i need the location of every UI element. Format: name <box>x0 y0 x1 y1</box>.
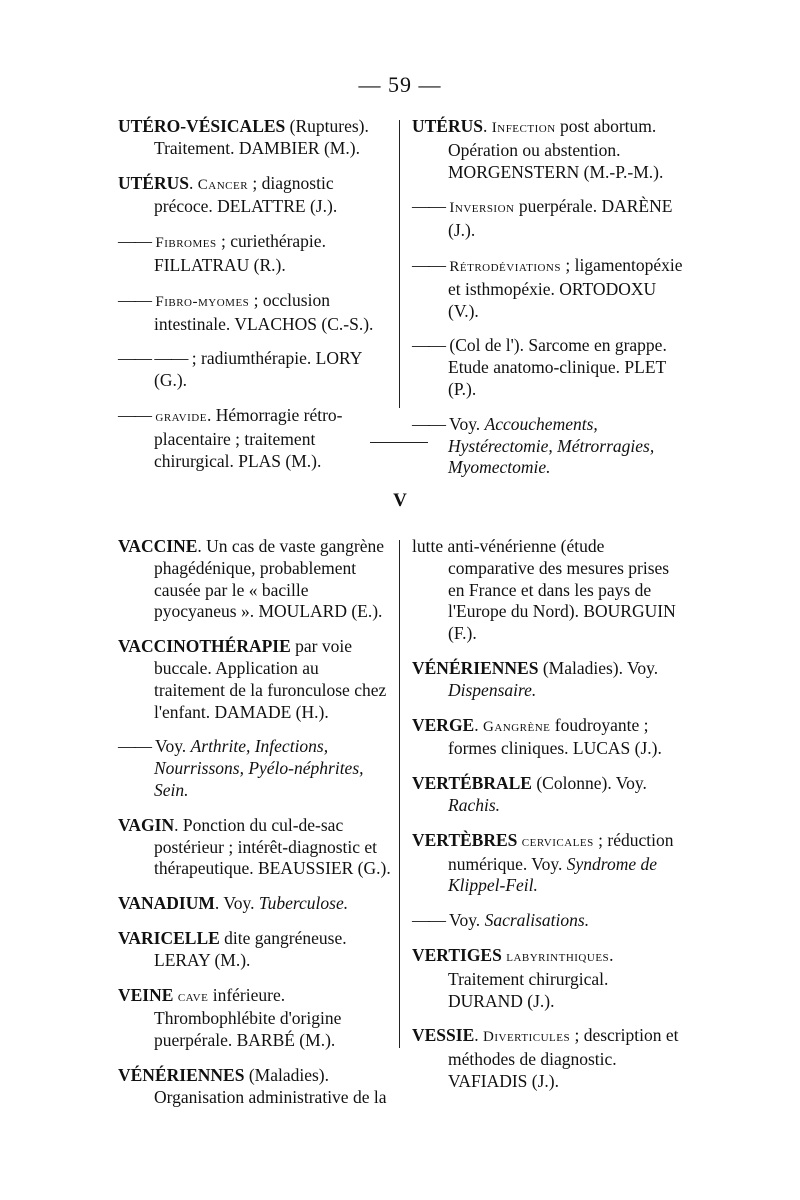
small-caps-term: Fibromes <box>155 235 217 252</box>
index-entry <box>412 414 684 479</box>
repeat-dash: —— <box>412 910 445 931</box>
small-caps-term: Infection <box>491 120 556 136</box>
small-caps-term: cervicales <box>521 833 594 850</box>
index-entry <box>412 910 684 932</box>
index-entry <box>412 715 684 761</box>
repeat-dash: —— <box>412 254 445 275</box>
repeat-dash: —— <box>118 736 151 757</box>
entry-text: post abortum. Opération ou abstention. MORGENSTERN (M.-P.-M.). <box>448 116 664 182</box>
headword: VERTÉBRALE <box>412 773 532 794</box>
index-entry <box>118 290 393 336</box>
small-caps-term: Diverticules <box>483 1029 571 1046</box>
headword: VÉNÉRIENNES <box>118 1064 245 1085</box>
entry-text: ; diagnostic précoce. DELATTRE (J.). <box>154 172 338 217</box>
headword: UTÉRO-VÉSICALES <box>118 116 286 136</box>
entry-text: foudroyante ; formes cliniques. LUCAS (J.). <box>448 714 662 759</box>
index-entry <box>118 405 393 472</box>
small-caps-term: Gangrène <box>482 718 551 735</box>
index-entry <box>412 196 684 242</box>
index-entry <box>118 928 393 972</box>
index-entry <box>118 116 393 160</box>
entry-text: . Voy. <box>214 893 259 914</box>
entry-text: (Ruptures). Traitement. DAMBIER (M.). <box>154 116 369 158</box>
column-top-right <box>412 116 684 492</box>
index-entry <box>412 255 684 322</box>
italic-reference: Dispensaire. <box>448 679 537 700</box>
small-caps-term: Cancer <box>197 176 249 193</box>
entry-text: . <box>189 172 198 193</box>
repeat-dash: —— —— <box>118 348 188 369</box>
headword: VAGIN <box>118 814 175 835</box>
headword: VERGE <box>412 714 475 735</box>
entry-text: . <box>483 116 492 136</box>
index-entry <box>118 536 393 623</box>
index-entry <box>412 830 684 897</box>
entry-text: (Colonne). Voy. <box>531 773 647 794</box>
small-caps-term: Fibro-myomes <box>155 293 250 310</box>
index-entry <box>118 815 393 880</box>
italic-reference: Accouchements, Hystérectomie, Métrorragies, Myomectomie. <box>448 413 655 478</box>
index-entry <box>118 231 393 277</box>
entry-text: (Maladies). Organisation administrative de la <box>154 1064 387 1107</box>
headword: UTÉRUS <box>412 116 483 136</box>
italic-reference: Sacralisations. <box>484 910 590 931</box>
index-entry <box>412 116 684 183</box>
entry-text: (Col de l'). Sarcome en grappe. Etude anatomo-clinique. PLET (P.). <box>445 335 667 399</box>
italic-reference: Arthrite, Infections, Nourrissons, Pyélo-néphrites, Sein. <box>154 736 364 800</box>
entry-text: par voie buccale. Application au traitement de la furonculose chez l'enfant. DAMADE (H.). <box>154 636 387 722</box>
entry-text: lutte anti-vénérienne (étude comparative des mesures prises en France et dans les pays de l'Europe du Nord). BOURGUIN (F.). <box>412 536 676 644</box>
index-entry <box>412 536 684 645</box>
entry-text: Voy. <box>151 736 191 757</box>
repeat-dash: —— <box>118 231 151 252</box>
headword: VESSIE <box>412 1025 475 1046</box>
entry-text: inférieure. Thrombophlébite d'origine puerpérale. BARBÉ (M.). <box>154 984 342 1051</box>
repeat-dash: —— <box>412 335 445 356</box>
column-bottom-right <box>412 536 684 1106</box>
entry-text: ; description et méthodes de diagnostic. VAFIADIS (J.). <box>448 1025 679 1091</box>
headword: VÉNÉRIENNES <box>412 657 539 678</box>
headword: VACCINE <box>118 536 198 556</box>
headword: VARICELLE <box>118 927 220 948</box>
index-entry <box>412 335 684 400</box>
index-entry <box>412 773 684 817</box>
small-caps-term: gravide <box>155 408 207 425</box>
column-divider-top <box>399 120 400 408</box>
small-caps-term: labyrinthiques <box>506 948 610 965</box>
section-letter: V <box>393 490 407 511</box>
index-entry <box>412 945 684 1012</box>
section-separator <box>370 442 428 443</box>
entry-text: . Ponction du cul-de-sac postérieur ; intérêt-diagnostic et thérapeutique. BEAUSSIER (G.). <box>154 814 391 879</box>
entry-text: dite gangréneuse. LERAY (M.). <box>154 927 347 970</box>
column-divider-bottom <box>399 540 400 1048</box>
entry-text: puerpérale. DARÈNE (J.). <box>448 196 673 241</box>
entry-text: . <box>474 714 483 735</box>
repeat-dash: —— <box>118 289 151 310</box>
column-bottom-left <box>118 536 393 1122</box>
index-entry <box>118 985 393 1052</box>
entry-text: Voy. <box>445 910 485 931</box>
entry-text: ; curiethérapie. FILLATRAU (R.). <box>154 231 326 275</box>
index-entry <box>118 1065 393 1109</box>
small-caps-term: Rétrodéviations <box>449 258 561 275</box>
italic-reference: Rachis. <box>448 794 501 815</box>
index-entry <box>118 348 393 392</box>
italic-reference: Syndrome de Klippel-Feil. <box>448 853 658 896</box>
italic-reference: Tuberculose. <box>258 893 349 914</box>
headword: VERTIGES <box>412 944 502 965</box>
headword: VEINE <box>118 984 174 1005</box>
entry-text: ; réduction numérique. Voy. <box>448 829 674 874</box>
headword: UTÉRUS <box>118 172 189 193</box>
small-caps-term: cave <box>177 988 209 1005</box>
repeat-dash: —— <box>118 404 151 425</box>
index-entry <box>412 1025 684 1092</box>
repeat-dash: —— <box>412 196 445 217</box>
headword: VERTÈBRES <box>412 829 518 850</box>
page-number: — 59 — <box>358 72 442 97</box>
entry-text: . <box>474 1025 484 1046</box>
entry-text: . Traitement chirurgical. DURAND (J.). <box>448 944 614 1011</box>
entry-text: (Maladies). Voy. <box>538 657 659 678</box>
entry-text: . Un cas de vaste gangrène phagédénique, probablement causée par le « bacille pyocyaneus ». MOULARD (E.). <box>154 536 385 622</box>
entry-text: ; occlusion intestinale. VLACHOS (C.-S.). <box>154 289 374 334</box>
index-entry <box>118 736 393 801</box>
index-entry <box>412 658 684 702</box>
index-entry <box>118 173 393 219</box>
entry-text: ; radiumthérapie. LORY (G.). <box>154 348 362 391</box>
index-entry <box>118 893 393 915</box>
entry-text: Voy. <box>445 413 485 434</box>
column-top-left <box>118 116 393 485</box>
entry-text: ; ligamentopéxie et isthmopéxie. ORTODOXU (V.). <box>448 254 683 321</box>
headword: VANADIUM <box>118 893 215 914</box>
repeat-dash: —— <box>412 413 445 434</box>
index-entry <box>118 636 393 723</box>
headword: VACCINOTHÉRAPIE <box>118 636 291 657</box>
entry-text: . Hémorragie rétro-placentaire ; traitement chirurgical. PLAS (M.). <box>154 404 343 471</box>
small-caps-term: Inversion <box>449 200 515 217</box>
